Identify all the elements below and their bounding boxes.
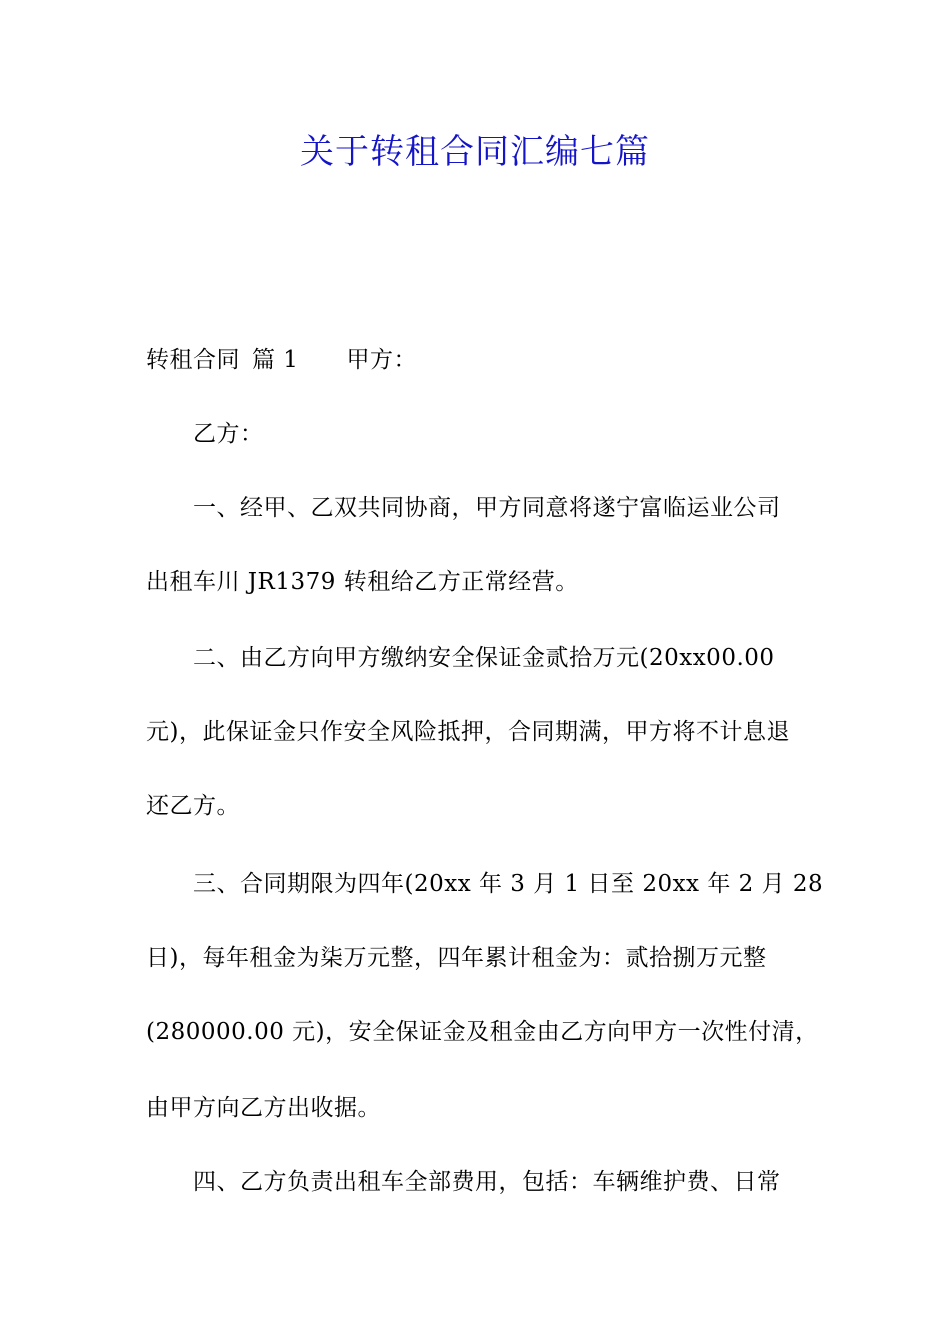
paragraph-line: 四、乙方负责出租车全部费用，包括：车辆维护费、日常 (193, 1169, 781, 1195)
paragraph-line: 三、合同期限为四年(20xx 年 3 月 1 日至 20xx 年 2 月 28 (193, 871, 824, 897)
party-a-label: 甲方： (346, 347, 417, 373)
paragraph-line: 一、经甲、乙双共同协商，甲方同意将遂宁富临运业公司 (193, 495, 781, 521)
paragraph-line: 二、由乙方向甲方缴纳安全保证金贰拾万元(20xx00.00 (193, 645, 775, 671)
contract-heading-line (146, 342, 816, 378)
contract-part-number: 篇 1 (252, 347, 299, 373)
paragraph-line: 由甲方向乙方出收据。 (146, 1095, 381, 1121)
party-b-line: 乙方： (193, 421, 264, 447)
contract-heading-label: 转租合同 (146, 347, 240, 373)
paragraph-line: (280000.00 元)，安全保证金及租金由乙方向甲方一次性付清， (146, 1019, 819, 1045)
paragraph-line: 还乙方。 (146, 793, 240, 819)
paragraph-line: 日)，每年租金为柒万元整，四年累计租金为：贰拾捌万元整 (146, 945, 767, 971)
paragraph-line: 出租车川 JR1379 转租给乙方正常经营。 (146, 569, 579, 595)
paragraph-line: 元)，此保证金只作安全风险抵押，合同期满，甲方将不计息退 (146, 719, 790, 745)
document-title: 关于转租合同汇编七篇 (300, 132, 650, 172)
